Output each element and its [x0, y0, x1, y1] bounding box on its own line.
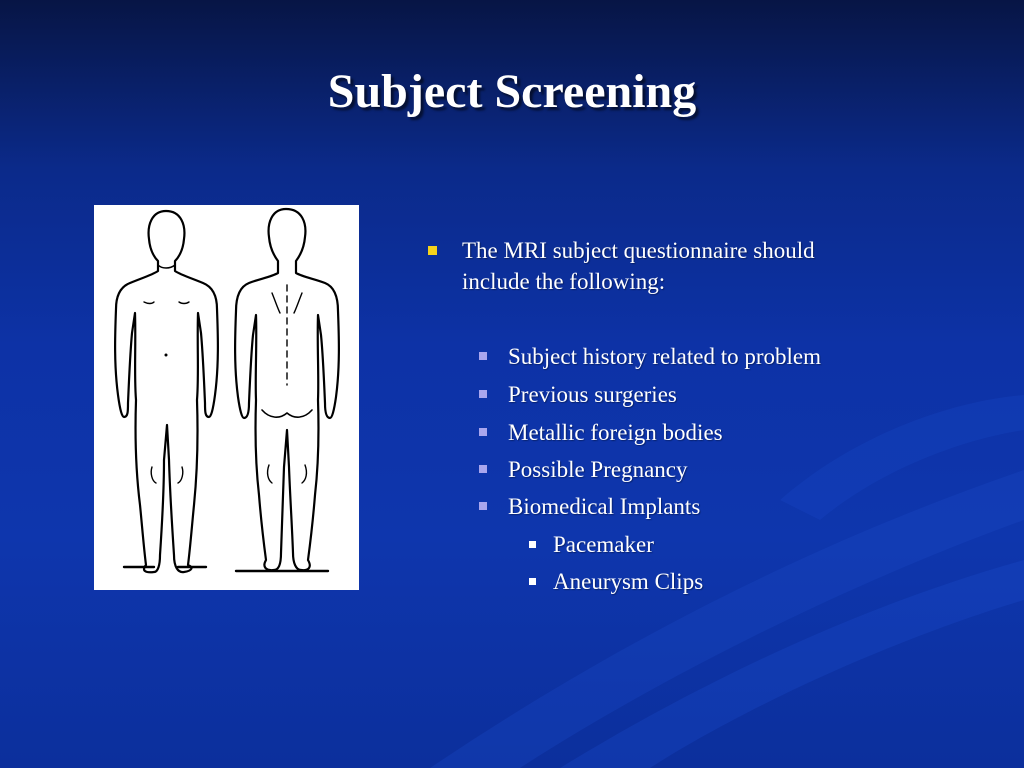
- bullet-level3-icon: [529, 578, 536, 585]
- bullet-level2-icon: [479, 465, 487, 473]
- bullet-level2-icon: [479, 352, 487, 360]
- slide-title: Subject Screening: [327, 65, 697, 118]
- list-item-pregnancy: Possible Pregnancy: [508, 457, 688, 482]
- list-item-implants: Biomedical Implants: [508, 494, 701, 519]
- bullet-level3-icon: [529, 541, 536, 548]
- body-diagram-icon: [94, 205, 359, 590]
- sublist-item-pacemaker: Pacemaker: [553, 532, 654, 557]
- intro-line-1: The MRI subject questionnaire should: [462, 238, 815, 263]
- bullet-level2-icon: [479, 502, 487, 510]
- bullet-level2-icon: [479, 428, 487, 436]
- intro-line-2: include the following:: [462, 269, 666, 294]
- bullet-level2-icon: [479, 390, 487, 398]
- body-diagram-image: [94, 205, 359, 590]
- list-item-foreign-bodies: Metallic foreign bodies: [508, 420, 723, 445]
- sublist-item-aneurysm-clips: Aneurysm Clips: [553, 569, 704, 594]
- list-item-surgeries: Previous surgeries: [508, 382, 677, 407]
- list-item-history: Subject history related to problem: [508, 344, 821, 369]
- bullet-level1-icon: [428, 246, 437, 255]
